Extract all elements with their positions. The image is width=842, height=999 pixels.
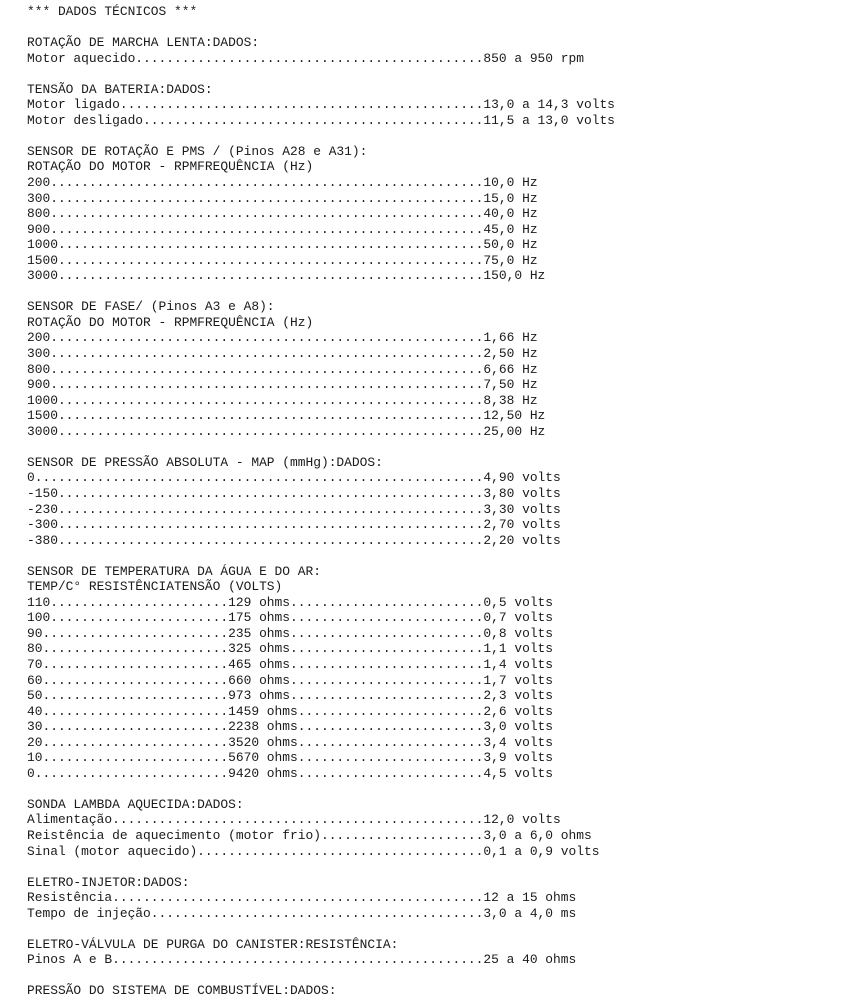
section-header: SENSOR DE ROTAÇÃO E PMS / (Pinos A28 e A31): bbox=[27, 143, 368, 159]
spec-line: Motor ligado...............................................13,0 a 14,3 volts bbox=[27, 97, 615, 113]
spec-line: 20........................3520 ohms........................3,4 volts bbox=[27, 734, 554, 750]
spec-line: -300.......................................................2,70 volts bbox=[27, 517, 561, 533]
spec-line: 900........................................................7,50 Hz bbox=[27, 377, 538, 393]
spec-line: 100.......................175 ohms.........................0,7 volts bbox=[27, 610, 554, 626]
spec-line: 800........................................................40,0 Hz bbox=[27, 206, 538, 222]
spec-line: 3000.......................................................25,00 Hz bbox=[27, 423, 546, 439]
spec-line: 3000.......................................................150,0 Hz bbox=[27, 268, 546, 284]
section-spacer bbox=[27, 66, 837, 82]
spec-section bbox=[27, 82, 837, 129]
spec-line: -380.......................................................2,20 volts bbox=[27, 532, 561, 548]
spec-line: 30........................2238 ohms........................3,0 volts bbox=[27, 719, 554, 735]
spec-line: 1000.......................................................50,0 Hz bbox=[27, 237, 538, 253]
spec-line: 200........................................................1,66 Hz bbox=[27, 330, 538, 346]
spec-line: 300........................................................2,50 Hz bbox=[27, 346, 538, 362]
section-spacer bbox=[27, 781, 837, 797]
spec-section bbox=[27, 299, 837, 439]
spec-line: Resistência................................................12 a 15 ohms bbox=[27, 890, 577, 906]
spec-line: TEMP/C° RESISTÊNCIATENSÃO (VOLTS) bbox=[27, 579, 283, 595]
spec-line: ROTAÇÃO DO MOTOR - RPMFREQUÊNCIA (Hz) bbox=[27, 159, 314, 175]
spec-line: 10........................5670 ohms........................3,9 volts bbox=[27, 750, 554, 766]
spec-line: 0.........................9420 ohms........................4,5 volts bbox=[27, 765, 554, 781]
document-title: *** DADOS TÉCNICOS *** bbox=[27, 4, 198, 19]
section-header: ELETRO-INJETOR:DADOS: bbox=[27, 874, 190, 890]
spec-line: 50........................973 ohms.........................2,3 volts bbox=[27, 688, 554, 704]
spec-line: 0..........................................................4,90 volts bbox=[27, 470, 561, 486]
technical-data-document bbox=[27, 4, 837, 999]
spec-line: -150.......................................................3,80 volts bbox=[27, 485, 561, 501]
spec-line: 90........................235 ohms.........................0,8 volts bbox=[27, 625, 554, 641]
spec-line: Pinos A e B................................................25 a 40 ohms bbox=[27, 952, 577, 968]
spec-line: 800........................................................6,66 Hz bbox=[27, 361, 538, 377]
spec-section bbox=[27, 937, 837, 968]
spec-line: 1000.......................................................8,38 Hz bbox=[27, 392, 538, 408]
spec-line: 70........................465 ohms.........................1,4 volts bbox=[27, 656, 554, 672]
spec-line: 200........................................................10,0 Hz bbox=[27, 175, 538, 191]
section-spacer bbox=[27, 20, 837, 36]
section-header: PRESSÃO DO SISTEMA DE COMBUSTÍVEL:DADOS: bbox=[27, 983, 337, 999]
spec-section bbox=[27, 455, 837, 548]
spec-line: Sinal (motor aquecido).....................................0,1 a 0,9 volts bbox=[27, 843, 600, 859]
spec-section bbox=[27, 983, 837, 999]
spec-line: 80........................325 ohms.........................1,1 volts bbox=[27, 641, 554, 657]
spec-line: 1500.......................................................75,0 Hz bbox=[27, 252, 538, 268]
section-header: SENSOR DE FASE/ (Pinos A3 e A8): bbox=[27, 299, 275, 315]
spec-line: 110.......................129 ohms.........................0,5 volts bbox=[27, 594, 554, 610]
section-header: SENSOR DE TEMPERATURA DA ÁGUA E DO AR: bbox=[27, 563, 321, 579]
spec-line: Motor desligado............................................11,5 a 13,0 volts bbox=[27, 112, 615, 128]
spec-line: 40........................1459 ohms........................2,6 volts bbox=[27, 703, 554, 719]
spec-section bbox=[27, 35, 837, 66]
spec-line: Motor aquecido.............................................850 a 950 rpm bbox=[27, 50, 584, 66]
spec-line: 900........................................................45,0 Hz bbox=[27, 221, 538, 237]
section-spacer bbox=[27, 439, 837, 455]
spec-line: Reistência de aquecimento (motor frio).....................3,0 a 6,0 ohms bbox=[27, 827, 592, 843]
section-header: SONDA LAMBDA AQUECIDA:DADOS: bbox=[27, 796, 244, 812]
spec-line: Alimentação................................................12,0 volts bbox=[27, 812, 561, 828]
section-spacer bbox=[27, 968, 837, 984]
section-spacer bbox=[27, 859, 837, 875]
section-spacer bbox=[27, 548, 837, 564]
section-spacer bbox=[27, 284, 837, 300]
section-header: ROTAÇÃO DE MARCHA LENTA:DADOS: bbox=[27, 35, 260, 51]
section-spacer bbox=[27, 921, 837, 937]
spec-section bbox=[27, 144, 837, 284]
spec-line: -230.......................................................3,30 volts bbox=[27, 501, 561, 517]
spec-section bbox=[27, 875, 837, 922]
spec-line: 300........................................................15,0 Hz bbox=[27, 190, 538, 206]
spec-section bbox=[27, 797, 837, 859]
spec-line: 60........................660 ohms.........................1,7 volts bbox=[27, 672, 554, 688]
spec-line: 1500.......................................................12,50 Hz bbox=[27, 408, 546, 424]
section-header: SENSOR DE PRESSÃO ABSOLUTA - MAP (mmHg):DADOS: bbox=[27, 454, 383, 470]
spec-line: ROTAÇÃO DO MOTOR - RPMFREQUÊNCIA (Hz) bbox=[27, 314, 314, 330]
spec-section bbox=[27, 564, 837, 782]
section-spacer bbox=[27, 128, 837, 144]
spec-line: Tempo de injeção...........................................3,0 a 4,0 ms bbox=[27, 905, 577, 921]
section-header: ELETRO-VÁLVULA DE PURGA DO CANISTER:RESISTÊNCIA: bbox=[27, 936, 399, 952]
section-header: TENSÃO DA BATERIA:DADOS: bbox=[27, 81, 213, 97]
